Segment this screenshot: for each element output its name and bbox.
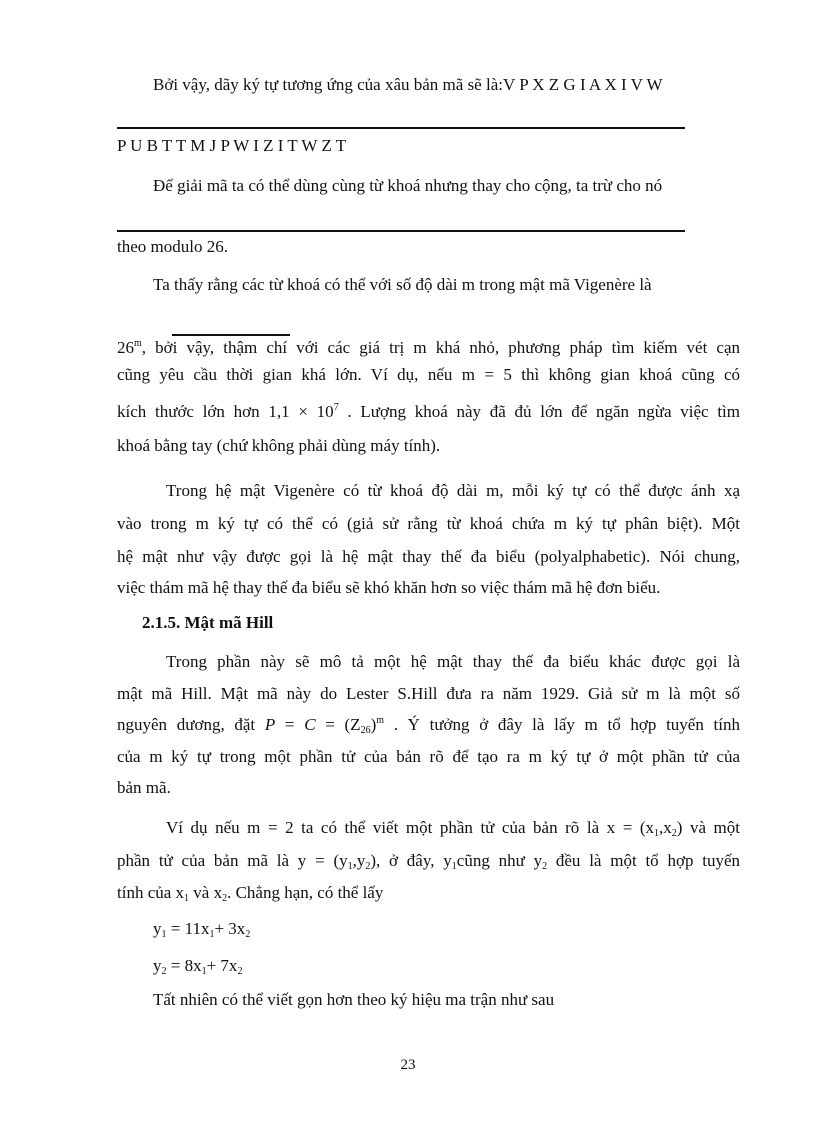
paragraph-line: mật mã Hill. Mật mã này do Lester S.Hill đưa ra năm 1929. Giả sử m là một số: [117, 684, 740, 703]
paragraph-line: Tất nhiên có thể viết gọn hơn theo ký hiệu ma trận như sau: [153, 990, 555, 1009]
paragraph-line: 26$^m$, bởi vậy, thậm chí với các giá trị m khá nhỏ, phương pháp tìm kiếm vét cạn: [117, 338, 740, 357]
paragraph-line: Để giải mã ta có thể dùng cùng từ khoá nhưng thay cho cộng, ta trừ cho nó: [153, 176, 663, 195]
paragraph-line: phần tử của bản mã là $y = (y_1,y_2)$, ở đây, $y_1cũng$ như $y_2$ đều là một tổ hợp tuyến: [117, 851, 740, 872]
paragraph-line: Trong phần này sẽ mô tả một hệ mật thay thế đa biểu khác được gọi là: [166, 652, 740, 671]
page-number: 23: [400, 1057, 416, 1073]
equation-line: $y_2 = 8x_1+ 7x_2$: [153, 956, 243, 977]
paragraph-line: theo modulo 26.: [117, 237, 228, 256]
paragraph-line: khoá bằng tay (chứ không phải dùng máy tính).: [117, 436, 441, 455]
underline-rule: [172, 334, 290, 336]
paragraph-line: của m ký tự trong một phần tử của bản rõ để tạo ra m ký tự ở một phần tử của: [117, 747, 740, 766]
paragraph-line: Ví dụ nếu m = 2 ta có thể viết một phần tử của bản rõ là $x = (x_1,x_2)$ và một: [166, 818, 740, 839]
paragraph-line: Trong hệ mật Vigenère có từ khoá độ dài m, mỗi ký tự có thể được ánh xạ: [166, 481, 740, 500]
paragraph-line: nguyên dương, đặt $P = C = (Z_{26})^m$ . Ý tưởng ở đây là lấy m tổ hợp tuyến tính: [117, 715, 740, 736]
underline-rule: [117, 230, 685, 232]
paragraph-line: vào trong m ký tự có thể có (giả sử rằng từ khoá chứa m ký tự phân biệt). Một: [117, 514, 740, 533]
section-heading: 2.1.5. Mật mã Hill: [142, 613, 274, 632]
underline-rule: [117, 127, 685, 129]
paragraph-line: cũng yêu cầu thời gian khá lớn. Ví dụ, nếu m = 5 thì không gian khoá cũng có: [117, 365, 740, 384]
paragraph-line: tính của $x_1$ và $x_2$. Chẳng hạn, có thể lấy: [117, 883, 384, 904]
paragraph-line: việc thám mã hệ thay thế đa biểu sẽ khó khăn hơn so việc thám mã hệ đơn biểu.: [117, 578, 661, 597]
paragraph-line: P U B T T M J P W I Z I T W Z T: [117, 136, 347, 155]
paragraph-line: hệ mật như vậy được gọi là hệ mật thay thế đa biểu (polyalphabetic). Nói chung,: [117, 547, 740, 566]
paragraph-line: Ta thấy rằng các từ khoá có thể với số độ dài m trong mật mã Vigenère là: [153, 275, 652, 294]
equation-line: $y_1 = 11x_1+ 3x_2$: [153, 919, 251, 940]
paragraph-line: bản mã.: [117, 778, 171, 797]
paragraph-line: kích thước lớn hơn $1,1 \times 10^7$ . Lượng khoá này đã đủ lớn để ngăn ngừa việc tìm: [117, 402, 740, 421]
paragraph-line: Bởi vậy, dãy ký tự tương ứng của xâu bản mã sẽ là:V P X Z G I A X I V W: [153, 75, 663, 94]
